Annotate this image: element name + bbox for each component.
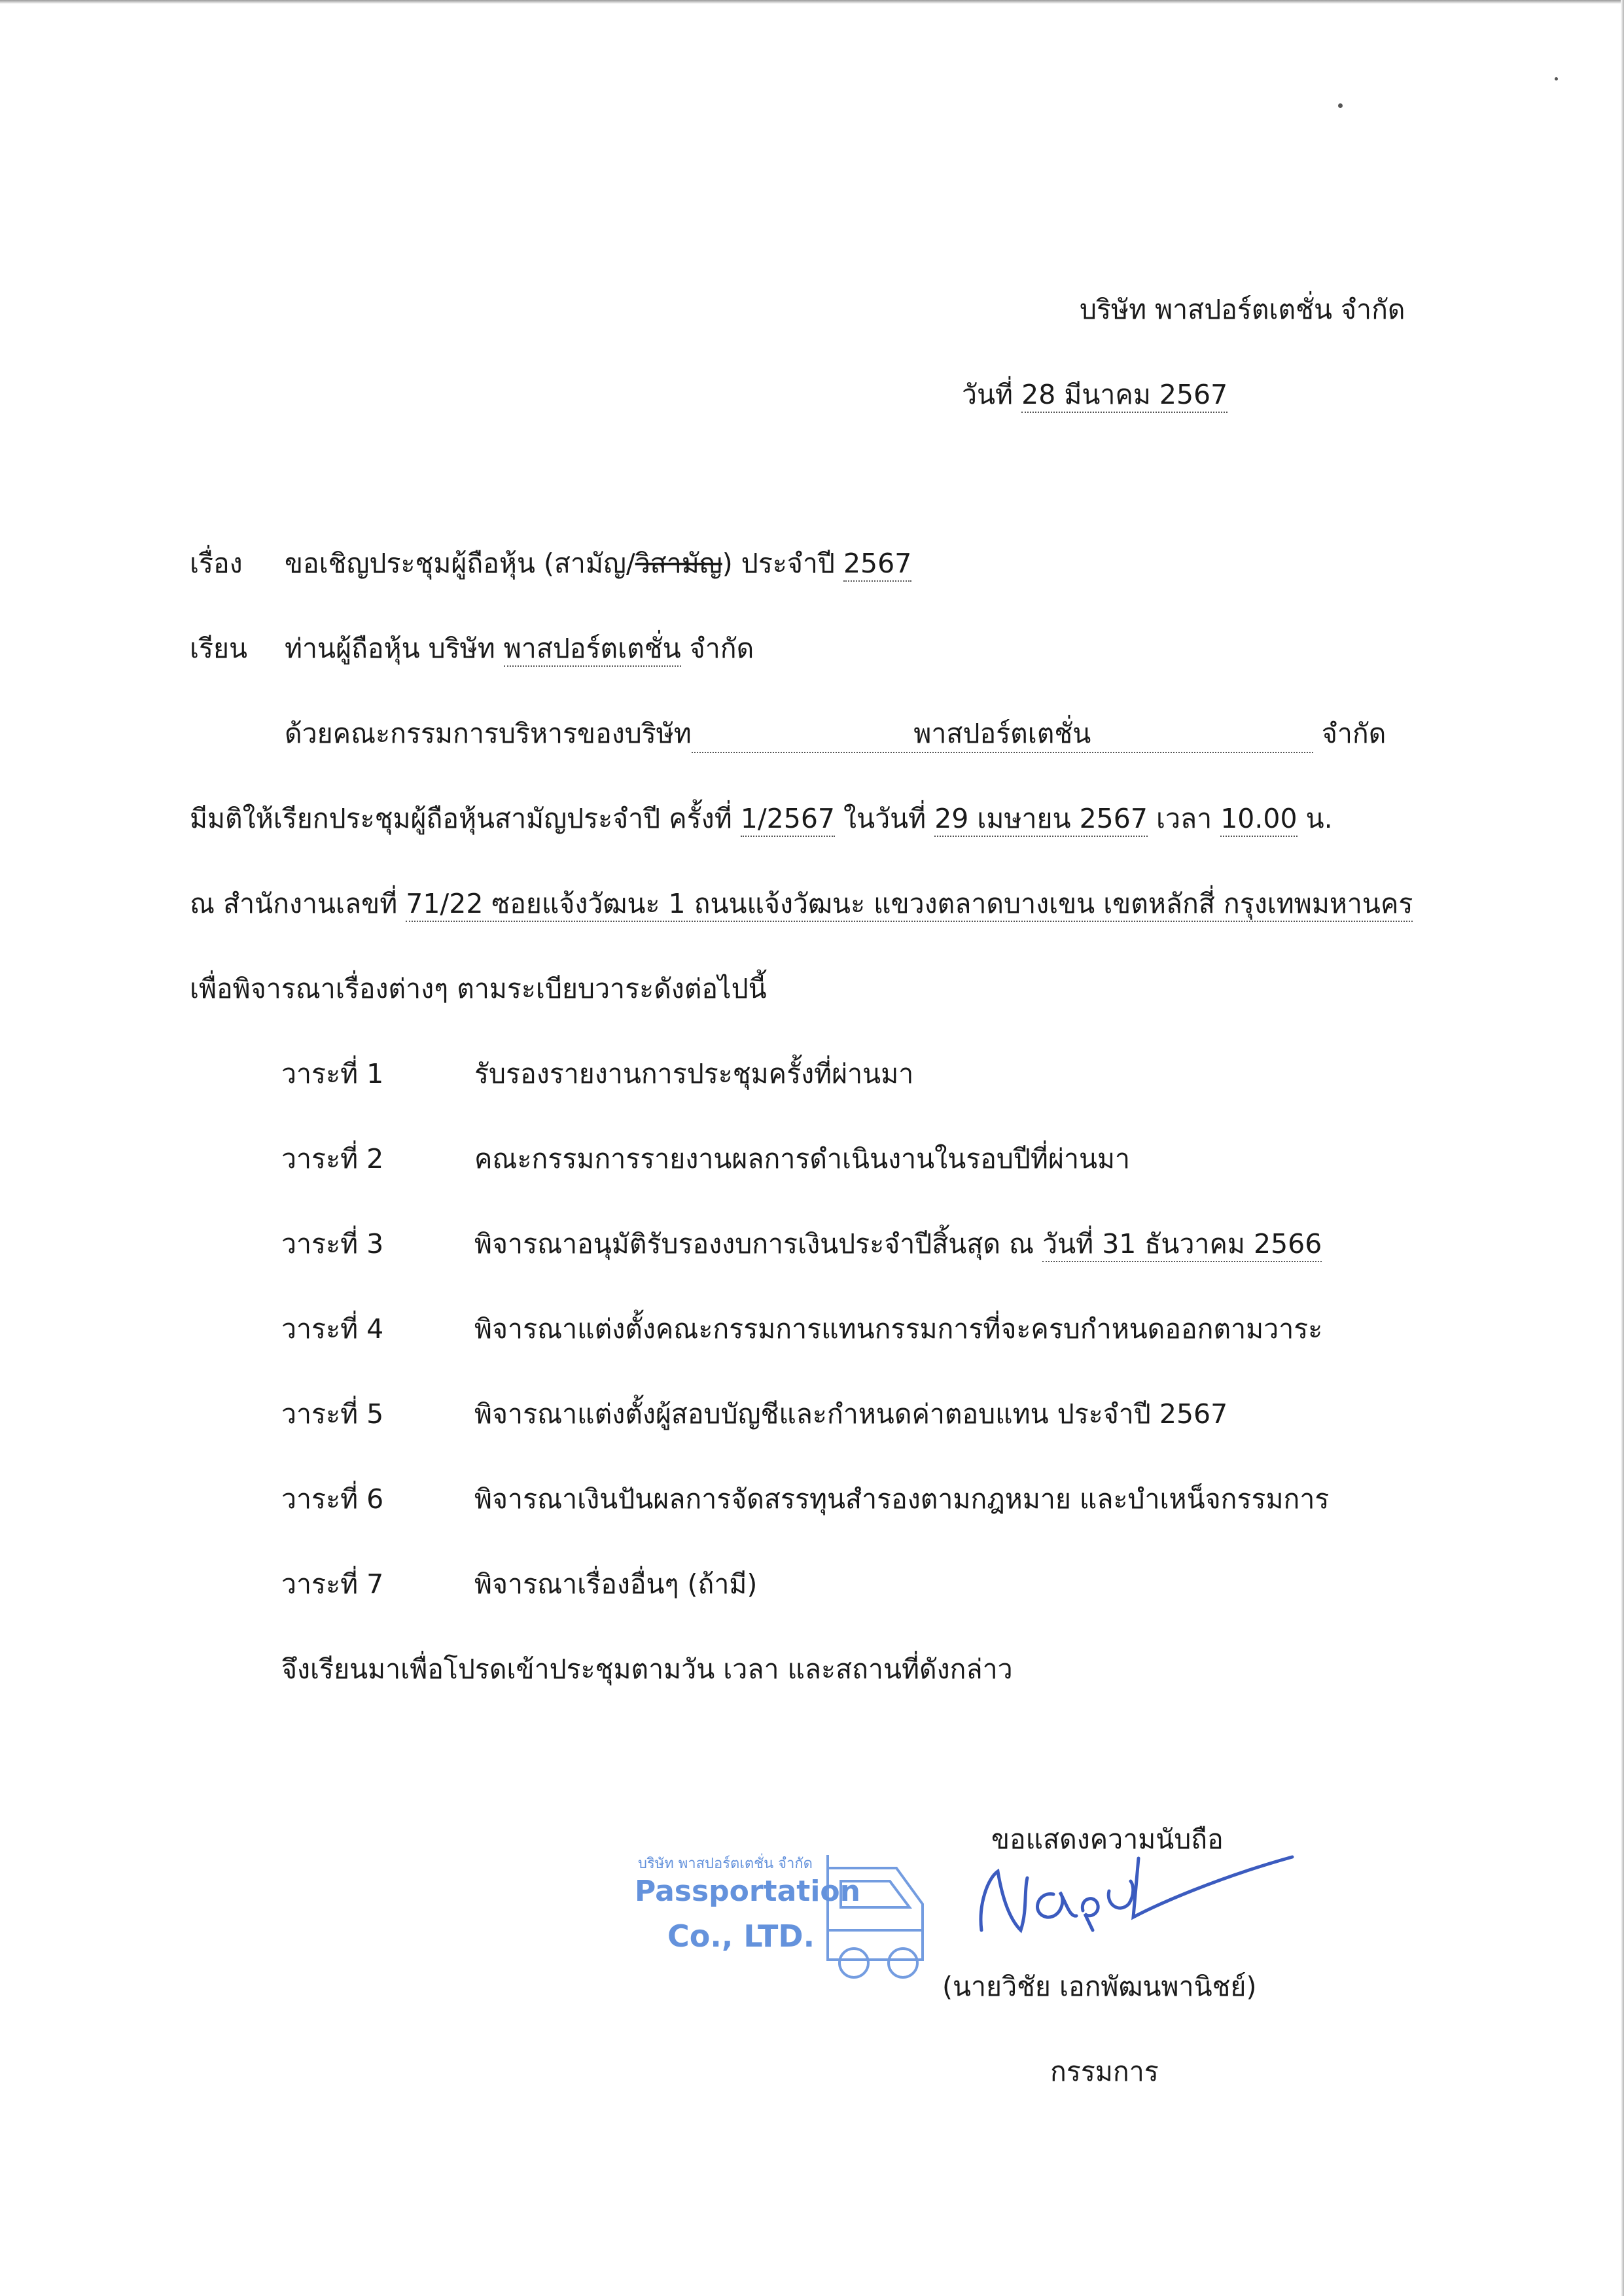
company-stamp [631, 1832, 926, 1979]
agenda-item [474, 1226, 1322, 1262]
agenda-item-date: วันที่ 31 ธันวาคม 2566 [1042, 1228, 1322, 1262]
subject-text-after: ) ประจำปี [722, 548, 843, 579]
agenda-number: วาระที่ 3 [281, 1228, 384, 1260]
agenda-item: พิจารณาเงินปันผลการจัดสรรทุนสำรองตามกฎหมาย และบำเหน็จกรรมการ [474, 1483, 1330, 1515]
company-header: บริษัท พาสปอร์ตเตชั่น จำกัด [1080, 294, 1405, 325]
page-right-shadow [1621, 0, 1624, 2296]
scan-speck [1555, 77, 1558, 80]
agenda-number: วาระที่ 5 [281, 1398, 384, 1430]
subject-text: ขอเชิญประชุมผู้ถือหุ้น (สามัญ/ [285, 548, 635, 579]
closing-sentence: จึงเรียนมาเพื่อโปรดเข้าประชุมตามวัน เวลา และสถานที่ดังกล่าว [281, 1653, 1013, 1685]
body-line-1 [285, 715, 1386, 753]
subject-line [285, 545, 911, 582]
agenda-item: พิจารณาเรื่องอื่นๆ (ถ้ามี) [474, 1568, 758, 1600]
signature-image [962, 1832, 1302, 1963]
office-address: 71/22 ซอยแจ้งวัฒนะ 1 ถนนแจ้งวัฒนะ แขวงตลาดบางเขน เขตหลักสี่ กรุงเทพมหานคร [406, 888, 1413, 922]
body-line-4: เพื่อพิจารณาเรื่องต่างๆ ตามระเบียบวาระดังต่อไปนี้ [190, 973, 767, 1004]
stamp-english-line2: Co., LTD. [667, 1918, 815, 1954]
agenda-number: วาระที่ 1 [281, 1058, 384, 1089]
agenda-item-text: พิจารณาอนุมัติรับรองงบการเงินประจำปีสิ้นสุด ณ [474, 1228, 1043, 1260]
office-label: ณ สำนักงานเลขที่ [190, 888, 406, 919]
recipient-suffix: จำกัด [689, 633, 754, 664]
date-prefix: วันที่ [962, 379, 1014, 410]
date-value: 28 มีนาคม 2567 [1021, 379, 1227, 413]
scan-speck [1338, 103, 1343, 108]
meeting-time: 10.00 [1220, 803, 1297, 837]
body-line-2 [190, 800, 1333, 837]
signatory-name: (นายวิชัย เอกพัฒนพานิชย์) [942, 1971, 1257, 2002]
agenda-item: รับรองรายงานการประชุมครั้งที่ผ่านมา [474, 1058, 914, 1089]
body-line-3 [190, 885, 1413, 922]
meeting-time-label: เวลา [1147, 803, 1221, 834]
stamp-english-line1: Passportation [635, 1875, 860, 1908]
meeting-time-unit: น. [1297, 803, 1333, 834]
page-top-shadow [0, 0, 1624, 4]
signatory-position: กรรมการ [1050, 2056, 1159, 2087]
subject-year: 2567 [843, 548, 911, 582]
subject-label: เรื่อง [190, 548, 243, 579]
regards: ขอแสดงความนับถือ [991, 1824, 1224, 1855]
agenda-number: วาระที่ 2 [281, 1143, 384, 1174]
meeting-date: 29 เมษายน 2567 [934, 803, 1148, 837]
recipient-company: พาสปอร์ตเตชั่น [504, 633, 681, 667]
body-company-suffix: จำกัด [1321, 718, 1386, 749]
meeting-number: 1/2567 [741, 803, 835, 837]
agenda-number: วาระที่ 6 [281, 1483, 384, 1515]
meeting-date-label: ในวันที่ [835, 803, 935, 834]
recipient-label: เรียน [190, 633, 248, 664]
agenda-item: คณะกรรมการรายงานผลการดำเนินงานในรอบปีที่ผ่านมา [474, 1143, 1131, 1174]
recipient-text: ท่านผู้ถือหุ้น บริษัท [285, 633, 504, 664]
letter-date [962, 376, 1227, 413]
body-company-fill: พาสปอร์ตเตชั่น [692, 715, 1313, 753]
agenda-item: พิจารณาแต่งตั้งคณะกรรมการแทนกรรมการที่จะครบกำหนดออกตามวาระ [474, 1313, 1323, 1345]
recipient-line [285, 630, 754, 667]
stamp-thai-text: บริษัท พาสปอร์ตเตชั่น จำกัด [638, 1856, 813, 1872]
meeting-text: มีมติให้เรียกประชุมผู้ถือหุ้นสามัญประจำปี ครั้งที่ [190, 803, 741, 834]
agenda-number: วาระที่ 4 [281, 1313, 384, 1345]
subject-struck: วิสามัญ [635, 548, 722, 579]
agenda-number: วาระที่ 7 [281, 1568, 384, 1600]
agenda-item: พิจารณาแต่งตั้งผู้สอบบัญชีและกำหนดค่าตอบแทน ประจำปี 2567 [474, 1398, 1228, 1430]
body-intro: ด้วยคณะกรรมการบริหารของบริษัท [285, 718, 692, 749]
